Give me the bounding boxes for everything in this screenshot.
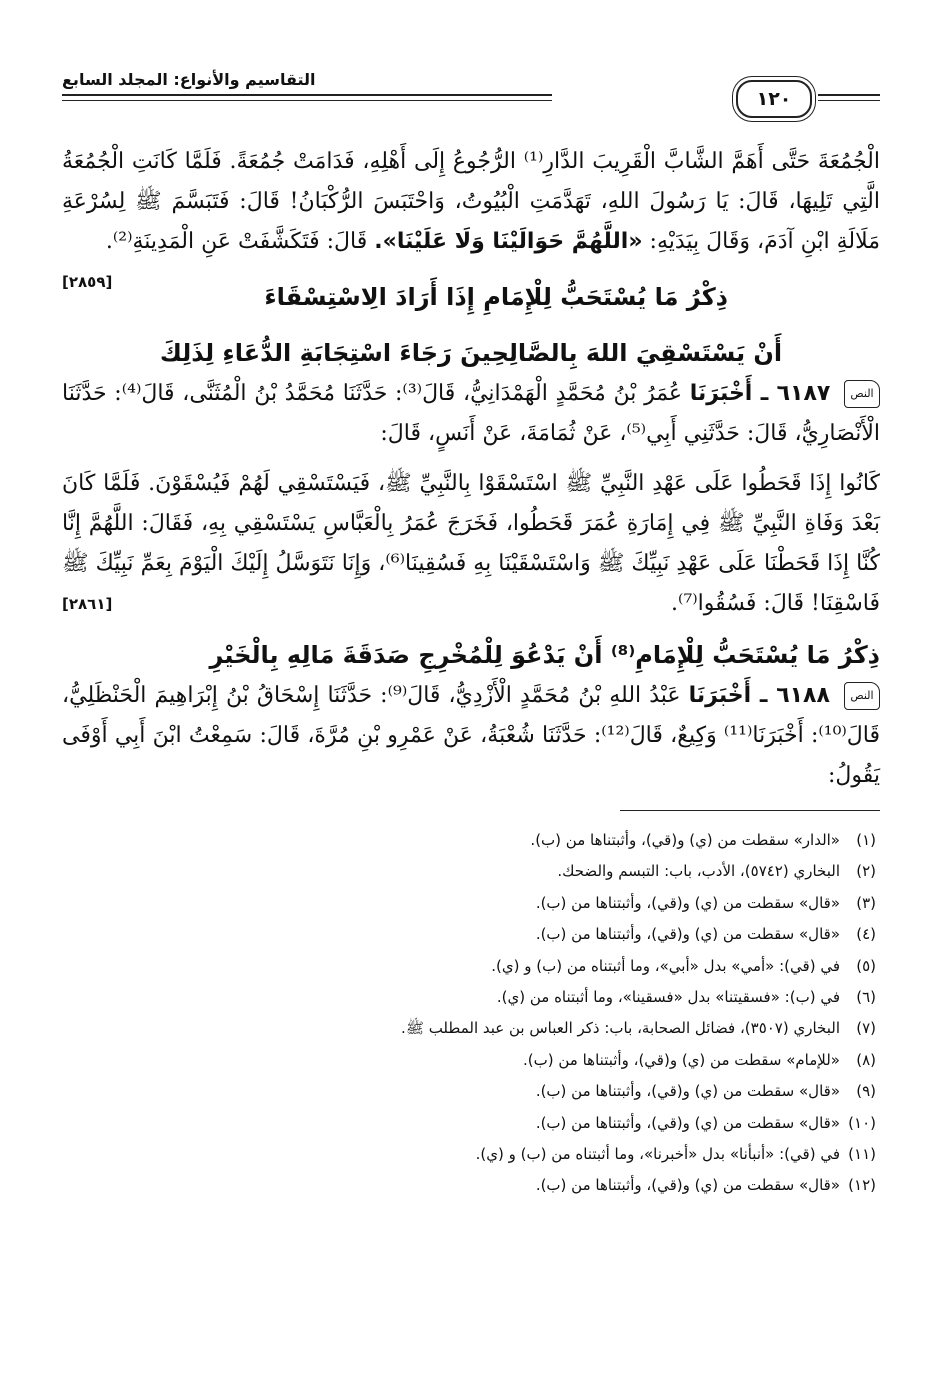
hadith-number: ٦١٨٧ ـ أَخْبَرَنَا	[689, 381, 831, 406]
footnote-number: (٥)	[856, 956, 876, 975]
running-title: التقاسيم والأنواع: المجلد السابع	[62, 70, 316, 89]
footnote-number: (٦)	[856, 988, 876, 1007]
prophetic-quote: «اللَّهُمَّ حَوَالَيْنَا وَلَا عَلَيْنَا».	[374, 229, 643, 254]
footnote	[62, 825, 876, 856]
footnote-number: (٩)	[856, 1082, 876, 1101]
footnote-text: في (قي): «أنبأنا» بدل «أخبرنا»، وما أثبتناه من (ب) و (ي).	[475, 1145, 840, 1164]
chapter-heading: ذِكْرُ مَا يُسْتَحَبُّ لِلْإِمَامِ⁽⁸⁾ أَنْ يَدْعُوَ لِلْمُخْرِجِ صَدَقَةَ مَالِهِ بِالْخَيْرِ	[209, 641, 880, 669]
header-rule	[62, 100, 552, 101]
paragraph	[62, 142, 880, 291]
footnote	[62, 1108, 876, 1139]
footnote	[62, 1045, 876, 1076]
header-rule	[62, 94, 552, 96]
footnote	[62, 951, 876, 982]
footnote	[62, 1170, 876, 1201]
page-number: ١٢٠	[736, 80, 812, 118]
footnote-text: البخاري (٣٥٠٧)، فضائل الصحابة، باب: ذكر العباس بن عبد المطلب ﷺ.	[401, 1019, 840, 1038]
hadith-isnad	[62, 676, 880, 796]
footnote	[62, 919, 876, 950]
footnote	[62, 1013, 876, 1044]
footnote-text: في (قي): «أمي» بدل «أبي»، وما أثبتناه من (ب) و (ي).	[491, 956, 840, 975]
footnote-text: «قال» سقطت من (ي) و(قي)، وأثبتناها من (ب).	[535, 893, 840, 912]
footnote	[62, 856, 876, 887]
footnote-number: (١٢)	[848, 1176, 876, 1195]
chapter-heading: ذِكْرُ مَا يُسْتَحَبُّ لِلْإِمَامِ إِذَا أَرَادَ الِاسْتِسْقَاءَ	[264, 283, 728, 311]
page-header	[62, 70, 880, 110]
isnad-text: عُمَرُ بْنُ مُحَمَّدٍ الْهَمْدَانِيُّ، قَالَ⁽³⁾: حَدَّثَنَا مُحَمَّدُ بْنُ الْمُثَنَّى، قَالَ⁽⁴⁾: حَدَّثَنَا الْأَنْصَارِيُّ، قَالَ: حَدَّثَنِي أَبِي⁽⁵⁾، عَنْ ثُمَامَةَ، عَنْ أَنَسٍ، قَالَ:	[62, 381, 880, 446]
footnote-number: (١٠)	[848, 1113, 876, 1132]
footnote-text: «قال» سقطت من (ي) و(قي)، وأثبتناها من (ب).	[535, 1176, 840, 1195]
footnote-text: «قال» سقطت من (ي) و(قي)، وأثبتناها من (ب).	[535, 1082, 840, 1101]
isnad-text: عَبْدُ اللهِ بْنُ مُحَمَّدٍ الْأَزْدِيُّ، قَالَ⁽⁹⁾: حَدَّثَنَا إِسْحَاقُ بْنُ إِبْرَاهِيمَ الْحَنْظَلِيُّ، قَالَ⁽¹⁰⁾: أَخْبَرَنَا⁽¹¹⁾ وَكِيعٌ، قَالَ⁽¹²⁾: حَدَّثَنَا شُعْبَةُ، عَنْ عَمْرِو بْنِ مُرَّةَ، قَالَ: سَمِعْتُ ابْنَ أَبِي أَوْفَى يَقُولُ:	[62, 683, 881, 788]
footnote-number: (١)	[856, 831, 876, 849]
paragraph-text: الْجُمُعَةَ حَتَّى أَهَمَّ الشَّابَّ الْقَرِيبَ الدَّارِ⁽¹⁾ الرُّجُوعُ إِلَى أَهْلِهِ، فَدَامَتْ جُمُعَةً. فَلَمَّا كَانَتِ الْجُمُعَةُ الَّتِي تَلِيهَا، قَالَ: يَا رَسُولَ اللهِ، تَهَدَّمَتِ الْبُيُوتُ، وَاحْتَبَسَ الرُّكْبَانُ! قَالَ: فَتَبَسَّمَ ﷺ لِسُرْعَةِ مَلَالَةِ ابْنِ آدَمَ، وَقَالَ بِيَدَيْهِ:	[62, 149, 880, 254]
footnote-text: البخاري (٥٧٤٢)، الأدب، باب: التبسم والضحك.	[557, 862, 840, 881]
footnote-text: «قال» سقطت من (ي) و(قي)، وأثبتناها من (ب).	[535, 925, 840, 944]
footnote-number: (٢)	[856, 862, 876, 881]
hadith-isnad	[62, 374, 880, 454]
footnote	[62, 888, 876, 919]
matn-text: كَانُوا إِذَا قَحَطُوا عَلَى عَهْدِ النَّبِيِّ ﷺ اسْتَسْقَوْا بِالنَّبِيِّ ﷺ، فَيَسْتَسْقِي لَهُمْ فَيُسْقَوْنَ. فَلَمَّا كَانَ بَعْدَ وَفَاةِ النَّبِيِّ ﷺ فِي إِمَارَةِ عُمَرَ قَحَطُوا، فَخَرَجَ عُمَرُ بِالْعَبَّاسِ يَسْتَسْقِي بِهِ، فَقَالَ: اللَّهُمَّ إِنَّا كُنَّا إِذَا قَحَطْنَا عَلَى عَهْدِ نَبِيِّكَ ﷺ وَاسْتَسْقَيْنَا بِهِ فَسُقِينَا⁽⁶⁾، وَإِنَا نَتَوَسَّلُ إِلَيْكَ الْيَوْمَ بِعَمِّ نَبِيِّكَ ﷺ فَاسْقِنَا! قَالَ: فَسُقُوا⁽⁷⁾.	[62, 471, 880, 616]
footnote-text: «الدار» سقطت من (ي) و(قي)، وأثبتناها من (ب).	[530, 831, 840, 849]
paragraph-text: قَالَ: فَتَكَشَّفَتْ عَنِ الْمَدِينَةِ⁽²⁾.	[105, 229, 368, 254]
text-marker-icon: النص	[844, 682, 880, 710]
header-rule	[818, 94, 880, 96]
footnote-number: (١١)	[848, 1145, 876, 1164]
header-rule	[818, 100, 880, 101]
footnote	[62, 1076, 876, 1107]
hadith-reference: [٢٨٥٩]	[62, 273, 113, 291]
hadith-matn	[62, 464, 880, 624]
footnote-text: في (ب): «فسقيتنا» بدل «فسقينا»، وما أثبتناه من (ي).	[496, 988, 840, 1007]
footnote	[62, 1139, 876, 1170]
main-text	[62, 142, 880, 796]
hadith-number: ٦١٨٨ ـ أَخْبَرَنَا	[688, 683, 830, 708]
footnote-number: (٨)	[856, 1050, 876, 1069]
chapter-heading: أَنْ يَسْتَسْقِيَ اللهَ بِالصَّالِحِينَ رَجَاءَ اسْتِجَابَةِ الدُّعَاءِ لِذَلِكَ	[159, 339, 783, 367]
footnote-divider	[620, 810, 880, 811]
hadith-reference: [٢٨٦١]	[62, 595, 113, 613]
page	[62, 70, 880, 1202]
footnote-number: (٧)	[856, 1019, 876, 1038]
footnote-number: (٣)	[856, 893, 876, 912]
footnote-text: «للإمام» سقطت من (ي) و(قي)، وأثبتناها من (ب).	[523, 1050, 840, 1069]
footnote	[62, 982, 876, 1013]
text-marker-icon: النص	[844, 380, 880, 408]
footnote-text: «قال» سقطت من (ي) و(قي)، وأثبتناها من (ب).	[535, 1113, 840, 1132]
footnotes	[62, 825, 880, 1202]
footnote-number: (٤)	[856, 925, 876, 944]
